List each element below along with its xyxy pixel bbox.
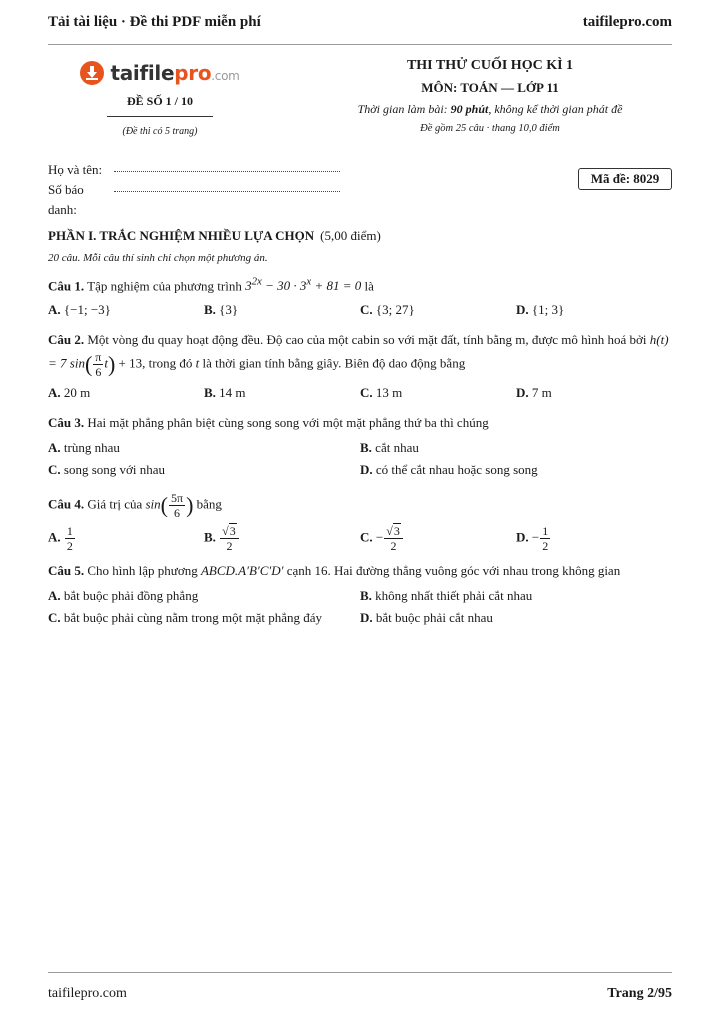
question-3-options xyxy=(48,437,672,481)
section-multiple-choice xyxy=(48,226,672,629)
question-3: Câu 3. Hai mặt phẳng phân biệt cùng song song với một mặt phẳng thứ ba thì chúng xyxy=(48,415,489,431)
student-info xyxy=(48,160,368,220)
header-divider xyxy=(48,44,672,45)
option-c[interactable]: C. bắt buộc phải cùng nằm trong một mặt phẳng đáy xyxy=(48,610,323,626)
option-c[interactable]: C. 13 m xyxy=(360,385,403,401)
section-title: PHẦN I. TRẮC NGHIỆM NHIỀU LỰA CHỌN (5,00 điểm) xyxy=(48,228,381,243)
option-a[interactable]: A. 20 m xyxy=(48,385,91,401)
header-site-link[interactable]: taifilepro.com xyxy=(582,14,672,30)
option-c[interactable]: C. song song với nhau xyxy=(48,462,166,478)
name-label: Họ và tên: xyxy=(48,162,103,177)
question-5-options xyxy=(48,585,672,629)
option-c[interactable]: C. {3; 27} xyxy=(360,302,415,318)
section-note: 20 câu. Mỗi câu thí sinh chỉ chọn một phương án. xyxy=(48,252,268,264)
option-b[interactable]: B. không nhất thiết phải cắt nhau xyxy=(360,588,533,604)
question-5: Câu 5. Cho hình lập phương ABCD.A′B′C′D′ cạnh 16. Hai đường thẳng vuông góc với nhau trong không gian xyxy=(48,563,621,579)
id-field[interactable] xyxy=(114,180,340,192)
question-2: Câu 2. Một vòng đu quay hoạt động đều. Độ cao của một cabin so với mặt đất, tính bằng m, được mô hình hoá bởi h(t) = 7 sin( $\frac{\pi}{6}$ t) + 13, trong đó t là thời gian tính bằng giây. Biên độ dao động bằng xyxy=(48,332,669,380)
running-header xyxy=(48,14,672,34)
option-c[interactable]: C. − $\frac{√3}{2}$ xyxy=(360,524,516,553)
exam-title: THI THỬ CUỐI HỌC KÌ 1 xyxy=(406,58,574,73)
exam-number-rule xyxy=(107,116,213,117)
option-a[interactable]: A. bắt buộc phải đồng phẳng xyxy=(48,588,199,604)
option-a[interactable]: A. $\frac{1}{2}$ xyxy=(48,524,73,554)
site-logo[interactable] xyxy=(60,58,260,88)
option-b[interactable]: B. {3} xyxy=(204,302,239,318)
exam-title-block xyxy=(330,58,650,134)
running-footer xyxy=(48,986,672,1002)
download-icon xyxy=(80,61,104,85)
option-a[interactable]: A. {−1; −3} xyxy=(48,302,111,318)
question-4-options xyxy=(48,524,672,553)
option-d[interactable]: D. bắt buộc phải cắt nhau xyxy=(360,610,493,626)
id-label: Số báo danh: xyxy=(48,182,84,217)
option-a[interactable]: A. trùng nhau xyxy=(48,440,120,456)
page-number: Trang 2/95 xyxy=(607,986,672,1001)
logo-wordmark: taifilepro.com xyxy=(110,61,240,85)
exam-time: Thời gian làm bài: 90 phút, không kể thời gian phát đề xyxy=(357,102,623,116)
question-2-options xyxy=(48,383,672,403)
option-b[interactable]: B. cắt nhau xyxy=(360,440,419,456)
exam-number: ĐỀ SỐ 1 / 10 xyxy=(126,94,193,108)
option-b[interactable]: B. 14 m xyxy=(204,385,246,401)
option-d[interactable]: D. − $\frac{1}{2}$ xyxy=(516,524,549,554)
question-1: Câu 1. Tập nghiệm của phương trình $3^{2x} - 30 \cdot 3^x + 81 = 0$ là xyxy=(48,276,374,294)
exam-code-block xyxy=(60,58,260,137)
footer-divider xyxy=(48,972,672,973)
option-b[interactable]: B. $\frac{√3}{2}$ xyxy=(204,524,360,553)
option-d[interactable]: D. 7 m xyxy=(516,385,552,401)
question-4: Câu 4. Giá trị của sin( $\frac{5\pi}{6}$ ) bằng xyxy=(48,491,222,521)
option-d[interactable]: D. {1; 3} xyxy=(516,302,565,318)
exam-code-badge: Mã đề: 8029 xyxy=(578,168,672,190)
name-field[interactable] xyxy=(114,160,340,172)
page-count-note: (Đề thi có 5 trang) xyxy=(122,126,198,137)
header-left-text: Tải tài liệu · Đề thi PDF miễn phí xyxy=(48,14,261,30)
footer-site-link[interactable]: taifilepro.com xyxy=(48,986,127,1001)
exam-note: Đề gồm 25 câu · thang 10,0 điểm xyxy=(420,123,560,134)
option-d[interactable]: D. có thể cắt nhau hoặc song song xyxy=(360,462,538,478)
exam-subject: MÔN: TOÁN — LỚP 11 xyxy=(421,80,559,95)
question-1-options xyxy=(48,300,672,320)
